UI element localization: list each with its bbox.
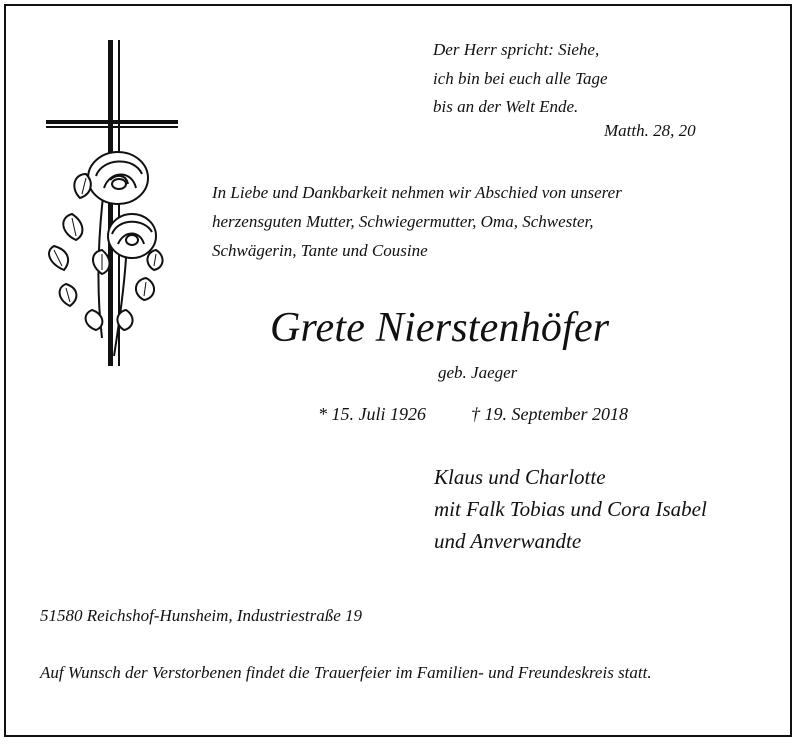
verse-line: ich bin bei euch alle Tage [433,68,608,88]
death-date: † 19. September 2018 [471,404,628,424]
verse-reference: Matth. 28, 20 [604,121,696,140]
bible-verse [433,36,608,122]
intro-line: herzensguten Mutter, Schwiegermutter, Oma, Schwester, [212,212,594,231]
intro-line: In Liebe und Dankbarkeit nehmen wir Abschied von unserer [212,183,622,202]
mourners-list [434,461,707,557]
mourner-line: mit Falk Tobias und Cora Isabel [434,497,707,521]
mourner-line: Klaus und Charlotte [434,465,606,489]
verse-line: Der Herr spricht: Siehe, [433,40,600,59]
mourner-line: und Anverwandte [434,529,582,553]
family-address: 51580 Reichshof-Hunsheim, Industriestraße 19 [40,606,363,625]
verse-line: bis an der Welt Ende. [433,97,579,116]
birth-date: * 15. Juli 1926 [318,404,426,424]
intro-text [212,178,622,265]
maiden-name: geb. Jaeger [438,363,518,382]
intro-line: Schwägerin, Tante und Cousine [212,241,428,260]
funeral-notice: Auf Wunsch der Verstorbenen findet die Trauerfeier im Familien- und Freundeskreis statt. [40,663,652,682]
deceased-name: Grete Nierstenhöfer [270,305,610,351]
cross-with-roses-icon [36,38,182,366]
